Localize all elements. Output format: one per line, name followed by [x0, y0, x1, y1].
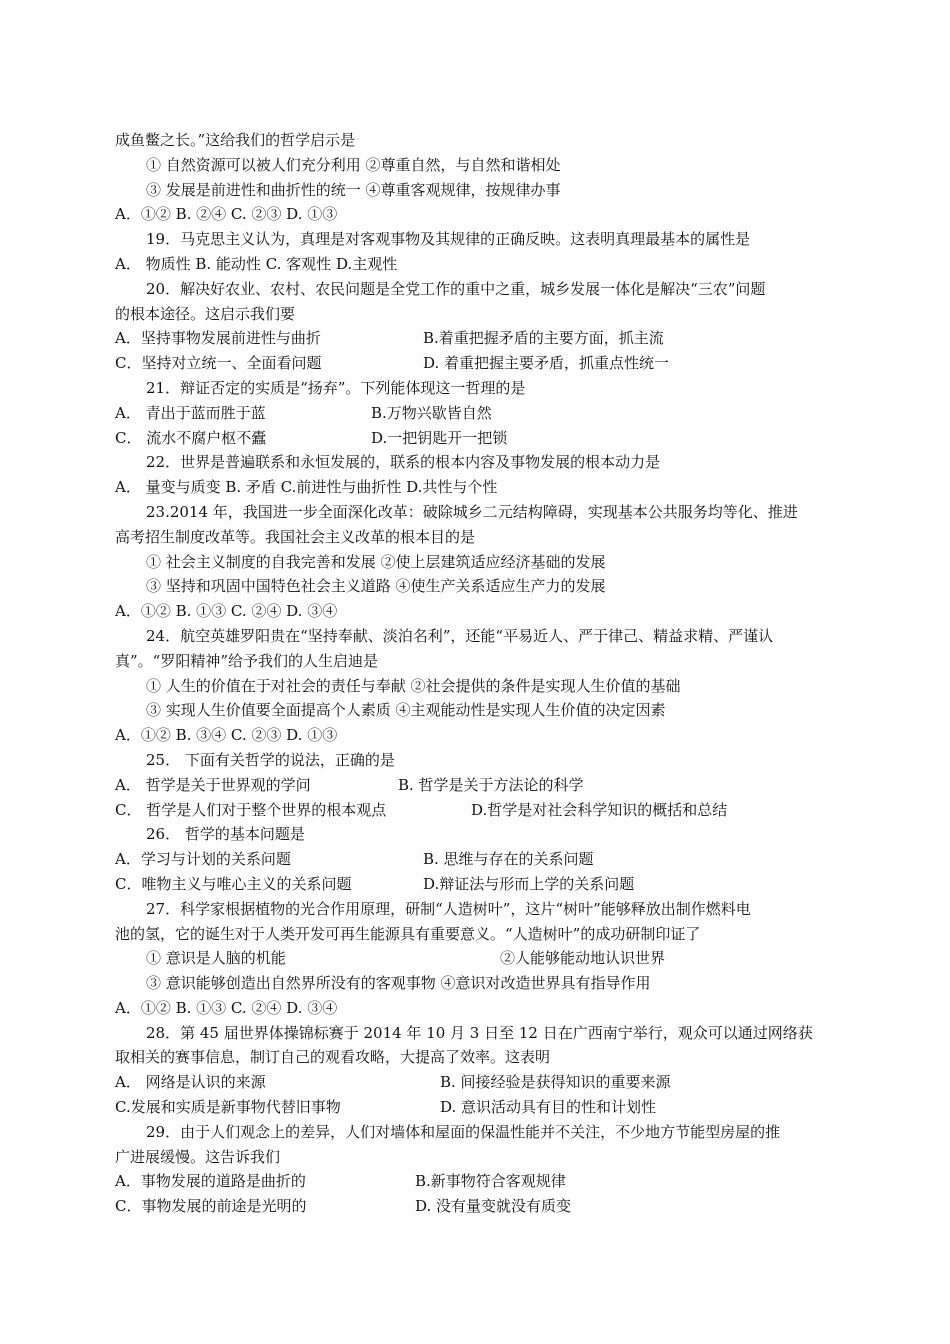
text-line: [0, 500, 950, 525]
option-text: B. 间接经验是获得知识的重要来源: [440, 1073, 671, 1092]
line-text: 23.2014 年，我国进一步全面深化改革：破除城乡二元结构障碍，实现基本公共服务均等化、推进: [146, 502, 798, 521]
text-line: [0, 698, 950, 723]
text-line: [0, 773, 950, 798]
line-text: 28．第 45 届世界体操锦标赛于 2014 年 10 月 3 日至 12 日在广西南宁举行，观众可以通过网络获: [146, 1023, 813, 1042]
line-text: A．①② B. ①③ C. ②④ D. ③④: [115, 998, 338, 1017]
line-text: 21．辩证否定的实质是“扬弃”。下列能体现这一哲理的是: [146, 378, 526, 397]
text-line: [0, 872, 950, 897]
line-text: A．①② B. ②④ C. ②③ D. ①③: [115, 205, 338, 224]
text-line: [0, 847, 950, 872]
text-line: [0, 326, 950, 351]
document-body: [0, 128, 950, 1219]
text-line: [0, 376, 950, 401]
line-text: ① 人生的价值在于对社会的责任与奉献 ②社会提供的条件是实现人生价值的基础: [146, 676, 681, 695]
line-text: C．坚持对立统一、全面看问题: [115, 354, 322, 373]
line-text: 27．科学家根据植物的光合作用原理，研制“人造树叶”，这片“树叶”能够释放出制作燃料电: [146, 899, 751, 918]
text-line: [0, 723, 950, 748]
line-text: ③ 意识能够创造出自然界所没有的客观事物 ④意识对改造世界具有指导作用: [146, 974, 651, 993]
text-line: [0, 401, 950, 426]
line-text: C.发展和实质是新事物代替旧事物: [115, 1098, 341, 1117]
text-line: [0, 748, 950, 773]
text-line: [0, 128, 950, 153]
text-line: [0, 525, 950, 550]
text-line: [0, 649, 950, 674]
option-text: D. 意识活动具有目的性和计划性: [440, 1098, 657, 1117]
text-line: [0, 351, 950, 376]
text-line: [0, 599, 950, 624]
text-line: [0, 1169, 950, 1194]
text-line: [0, 202, 950, 227]
option-text: D. 着重把握主要矛盾，抓重点性统一: [423, 354, 670, 373]
option-text: B.万物兴歇皆自然: [371, 403, 492, 422]
line-text: A．学习与计划的关系问题: [115, 850, 291, 869]
text-line: [0, 178, 950, 203]
option-text: ②人能够能动地认识世界: [500, 949, 666, 968]
text-line: [0, 1145, 950, 1170]
line-text: A． 网络是认识的来源: [115, 1073, 266, 1092]
line-text: ① 自然资源可以被人们充分利用 ②尊重自然，与自然和谐相处: [146, 155, 561, 174]
line-text: C．事物发展的前途是光明的: [115, 1197, 307, 1216]
text-line: [0, 674, 950, 699]
line-text: C． 流水不腐户枢不蠹: [115, 428, 267, 447]
option-text: D.哲学是对社会科学知识的概括和总结: [471, 800, 728, 819]
text-line: [0, 450, 950, 475]
text-line: [0, 798, 950, 823]
line-text: 取相关的赛事信息，制订自己的观看攻略，大提高了效率。这表明: [115, 1048, 551, 1067]
text-line: [0, 946, 950, 971]
text-line: [0, 624, 950, 649]
line-text: 成鱼鳖之长。”这给我们的哲学启示是: [115, 131, 356, 149]
text-line: [0, 475, 950, 500]
line-text: 广进展缓慢。这告诉我们: [115, 1147, 281, 1166]
line-text: 25． 下面有关哲学的说法，正确的是: [146, 750, 395, 769]
line-text: 池的氢，它的诞生对于人类开发可再生能源具有重要意义。“人造树叶”的成功研制印证了: [115, 924, 701, 943]
text-line: [0, 1120, 950, 1145]
option-text: B. 思维与存在的关系问题: [423, 850, 594, 869]
option-text: B.着重把握矛盾的主要方面，抓主流: [423, 329, 664, 348]
line-text: ③ 实现人生价值要全面提高个人素质 ④主观能动性是实现人生价值的决定因素: [146, 701, 666, 720]
line-text: 22．世界是普遍联系和永恒发展的，联系的根本内容及事物发展的根本动力是: [146, 453, 661, 472]
text-line: [0, 426, 950, 451]
line-text: 真”。“罗阳精神”给予我们的人生启迪是: [115, 651, 379, 670]
line-text: 24．航空英雄罗阳贵在“坚持奉献、淡泊名利”，还能“平易近人、严于律己、精益求精、严谨认: [146, 626, 774, 645]
text-line: [0, 1194, 950, 1219]
text-line: [0, 897, 950, 922]
line-text: 29．由于人们观念上的差异，人们对墙体和屋面的保温性能并不关注，不少地方节能型房屋的推: [146, 1122, 781, 1141]
line-text: 的根本途径。这启示我们要: [115, 304, 296, 323]
text-line: [0, 1045, 950, 1070]
line-text: ① 意识是人脑的机能: [146, 949, 286, 968]
text-line: [0, 153, 950, 178]
line-text: A．事物发展的道路是曲折的: [115, 1172, 306, 1191]
text-line: [0, 574, 950, 599]
line-text: A．①② B. ③④ C. ②③ D. ①③: [115, 726, 338, 745]
option-text: D.一把钥匙开一把锁: [371, 428, 508, 447]
text-line: [0, 227, 950, 252]
option-text: B. 哲学是关于方法论的科学: [398, 775, 584, 794]
text-line: [0, 922, 950, 947]
line-text: ① 社会主义制度的自我完善和发展 ②使上层建筑适应经济基础的发展: [146, 552, 606, 571]
text-line: [0, 302, 950, 327]
text-line: [0, 277, 950, 302]
line-text: ③ 坚持和巩固中国特色社会主义道路 ④使生产关系适应生产力的发展: [146, 577, 606, 596]
line-text: 20．解决好农业、农村、农民问题是全党工作的重中之重，城乡发展一体化是解决“三农”问题: [146, 279, 766, 298]
text-line: [0, 550, 950, 575]
text-line: [0, 1070, 950, 1095]
line-text: 高考招生制度改革等。我国社会主义改革的根本目的是: [115, 527, 476, 546]
line-text: ③ 发展是前进性和曲折性的统一 ④尊重客观规律，按规律办事: [146, 180, 561, 199]
line-text: A． 物质性 B. 能动性 C. 客观性 D.主观性: [115, 254, 398, 273]
line-text: C． 哲学是人们对于整个世界的根本观点: [115, 800, 387, 819]
line-text: 26． 哲学的基本问题是: [146, 825, 305, 844]
line-text: A． 青出于蓝而胜于蓝: [115, 403, 266, 422]
line-text: A． 量变与质变 B. 矛盾 C.前进性与曲折性 D.共性与个性: [115, 478, 498, 497]
text-line: [0, 971, 950, 996]
line-text: A．①② B. ①③ C. ②④ D. ③④: [115, 602, 338, 621]
text-line: [0, 996, 950, 1021]
text-line: [0, 1095, 950, 1120]
text-line: [0, 822, 950, 847]
option-text: D.辩证法与形而上学的关系问题: [423, 874, 635, 893]
line-text: A．坚持事物发展前进性与曲折: [115, 329, 321, 348]
line-text: 19．马克思主义认为，真理是对客观事物及其规律的正确反映。这表明真理最基本的属性是: [146, 230, 751, 249]
option-text: B.新事物符合客观规律: [415, 1172, 566, 1191]
option-text: D. 没有量变就没有质变: [415, 1197, 572, 1216]
text-line: [0, 1021, 950, 1046]
line-text: C．唯物主义与唯心主义的关系问题: [115, 874, 352, 893]
text-line: [0, 252, 950, 277]
line-text: A． 哲学是关于世界观的学问: [115, 775, 311, 794]
